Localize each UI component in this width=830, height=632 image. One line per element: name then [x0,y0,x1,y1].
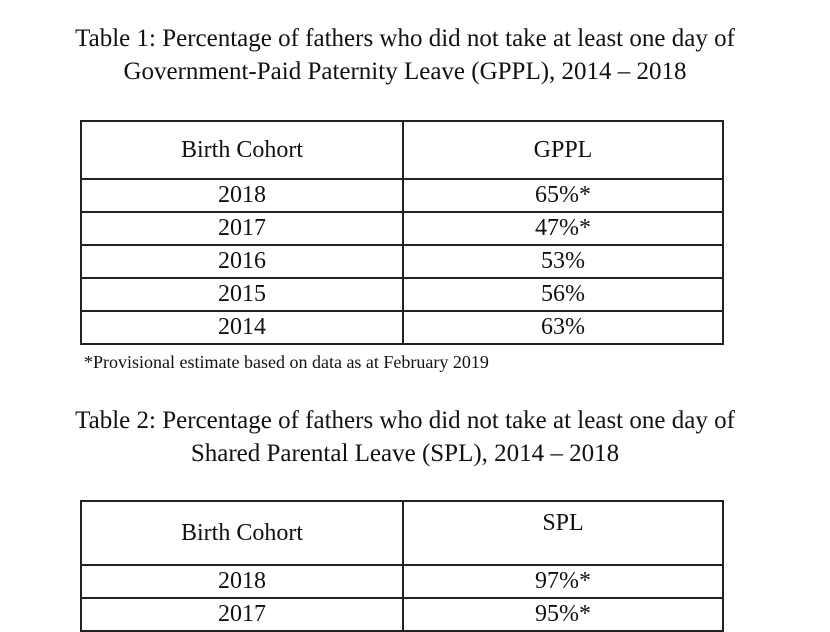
table1-cell-cohort: 2016 [81,245,403,278]
table1-cell-cohort: 2014 [81,311,403,344]
table1-cell-value: 65%* [403,179,723,212]
table1-gppl [80,120,724,345]
table-row [81,245,723,278]
table2-spl [80,500,724,632]
table-row [81,212,723,245]
table1-header-row [81,121,723,179]
table1-header-birth-cohort: Birth Cohort [81,121,403,179]
table2-caption-line1: Table 2: Percentage of fathers who did not take at least one day of [75,407,735,434]
table1-cell-cohort: 2018 [81,179,403,212]
table2-cell-cohort: 2018 [81,565,403,598]
table2-header-row [81,501,723,565]
table2-header-spl: SPL [403,501,723,565]
table1-cell-value: 47%* [403,212,723,245]
table-row [81,565,723,598]
table1-cell-value: 63% [403,311,723,344]
table-row [81,311,723,344]
table1-header-gppl: GPPL [403,121,723,179]
table-row [81,278,723,311]
table1-caption [0,22,810,88]
table2-caption [0,404,810,470]
table2-cell-cohort: 2017 [81,598,403,631]
table1-cell-value: 56% [403,278,723,311]
table1-cell-value: 53% [403,245,723,278]
table1-footnote: *Provisional estimate based on data as at February 2019 [84,352,489,372]
table1-cell-cohort: 2015 [81,278,403,311]
table2-caption-line2: Shared Parental Leave (SPL), 2014 – 2018 [190,440,620,467]
table-row [81,179,723,212]
table1-caption-line1: Table 1: Percentage of fathers who did not take at least one day of [75,25,735,52]
table2-cell-value: 97%* [403,565,723,598]
table-row [81,598,723,631]
table2-header-birth-cohort: Birth Cohort [81,501,403,565]
table1-cell-cohort: 2017 [81,212,403,245]
table2-cell-value: 95%* [403,598,723,631]
table1-caption-line2: Government-Paid Paternity Leave (GPPL), 2014 – 2018 [123,58,687,85]
